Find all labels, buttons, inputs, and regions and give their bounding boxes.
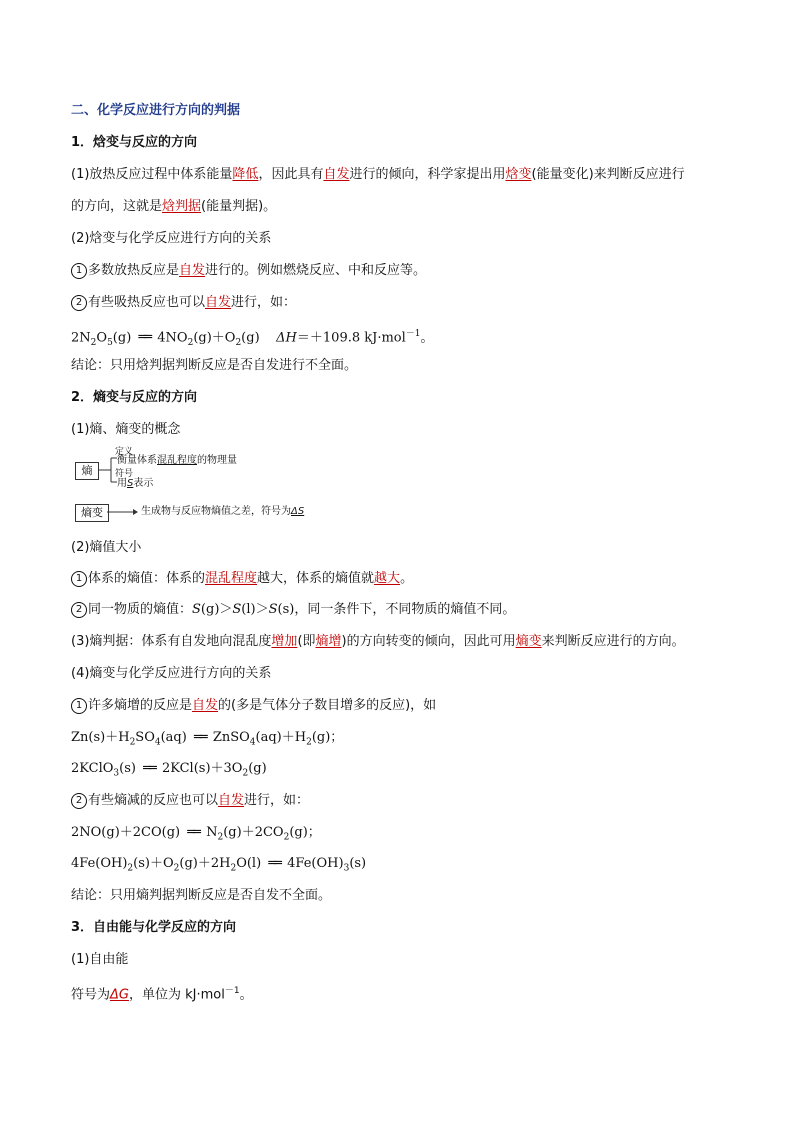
- symbol-text: 用S表示: [117, 478, 154, 489]
- s2-item2: 2 同一物质的熵值：S(g)＞S(l)＞S(s)，同一条件下，不同物质的熵值不同。: [71, 601, 515, 619]
- s2-eq1: $Zn(s)+H_2SO_4(aq)$ ══ $ZnSO_4(aq)+H_2(g)$；: [71, 730, 344, 748]
- s1-item1: 1 多数放热反应是自发进行的。例如燃烧反应、中和反应等。: [71, 262, 426, 280]
- circled-number: 1: [71, 263, 87, 279]
- s2-conclusion: 结论：只用熵判据判断反应是否自发不全面。: [71, 888, 332, 903]
- s2-p3: (3)熵判据：体系有自发地向混乱度增加(即熵增)的方向转变的倾向，因此可用熵变来判断反应进行的方向。: [71, 634, 685, 649]
- s1-p1-line2: 的方向，这就是焓判据(能量判据)。: [71, 199, 277, 214]
- s3-title: 3．自由能与化学反应的方向: [71, 920, 237, 935]
- circled-number: 1: [71, 698, 87, 714]
- s1-title: 1．焓变与反应的方向: [71, 135, 198, 150]
- s2-title: 2．熵变与反应的方向: [71, 390, 198, 405]
- s2-item3: 1 许多熵增的反应是自发的(多是气体分子数目增多的反应)，如: [71, 697, 436, 715]
- s2-p1: (1)熵、熵变的概念: [71, 422, 181, 437]
- section-title: 二、化学反应进行方向的判据: [71, 103, 241, 118]
- s1-p2: (2)焓变与化学反应进行方向的关系: [71, 231, 272, 246]
- s2-item4: 2 有些熵减的反应也可以自发进行，如：: [71, 792, 309, 810]
- s2-eq4: $4Fe(OH)_2(s)+O_2(g)+2H_2O(l)$ ══ $4Fe(OH)_3(s)$: [71, 856, 367, 874]
- circled-number: 1: [71, 571, 87, 587]
- s2-eq2: 2KClO$_3$(s) ══ $2KCl(s)+3O_2(g)$: [71, 761, 267, 779]
- symbol-label: 符号: [115, 469, 134, 479]
- s2-item1: 1 体系的熵值：体系的混乱程度越大，体系的熵值就越大。: [71, 570, 413, 588]
- s1-item2: 2 有些吸热反应也可以自发进行，如：: [71, 294, 296, 312]
- definition-label: 定义: [115, 447, 134, 457]
- circled-number: 2: [71, 295, 87, 311]
- s1-p1-line1: (1)放热反应过程中体系能量降低，因此具有自发进行的倾向，科学家提出用焓变(能量变化)来判断反应进行: [71, 167, 685, 182]
- s3-p1: (1)自由能: [71, 952, 129, 967]
- s2-eq3: 2NO(g)＋2CO(g) ══ $N_2(g)+2CO_2(g)$；: [71, 825, 321, 843]
- s2-p4: (4)熵变与化学反应进行方向的关系: [71, 666, 272, 681]
- entropy-box: 熵: [75, 462, 99, 480]
- definition-text: 衡量体系混乱程度的物理量: [117, 455, 237, 466]
- s3-p2: 符号为ΔG，单位为 kJ·mol$^{-1}$。: [71, 986, 253, 1003]
- s1-equation: $2N_2O_5(g)$ ══ $4NO_2(g)+O_2(g)$ ΔH＝＋109.8 kJ·mol$^{-1}$。: [71, 329, 434, 348]
- entropy-concept-diagram: [71, 446, 351, 526]
- circled-number: 2: [71, 602, 87, 618]
- s1-conclusion: 结论：只用焓判据判断反应是否自发进行不全面。: [71, 358, 358, 373]
- s2-p2: (2)熵值大小: [71, 540, 142, 555]
- entropy-change-text: 生成物与反应物熵值之差，符号为ΔS: [141, 506, 305, 517]
- entropy-change-box: 熵变: [75, 504, 109, 522]
- circled-number: 2: [71, 793, 87, 809]
